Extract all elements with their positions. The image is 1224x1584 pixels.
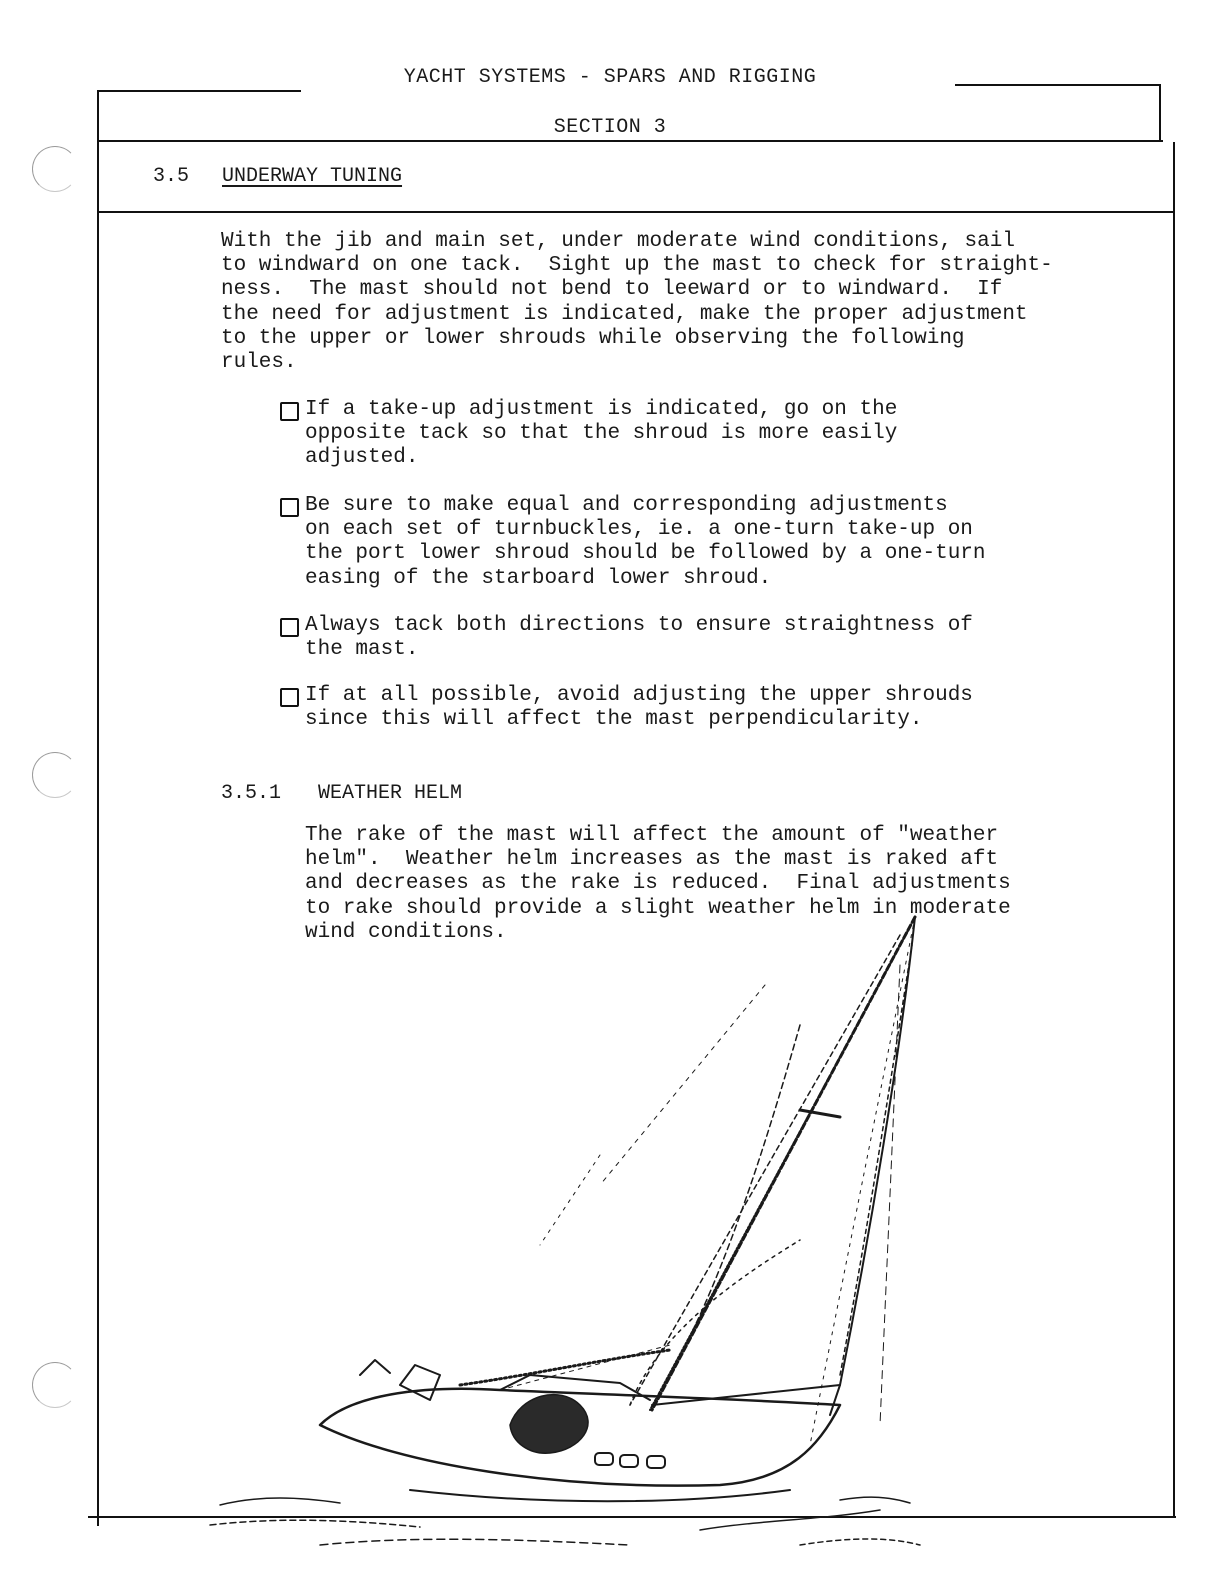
frame-right <box>1159 84 1161 142</box>
binder-hole-top <box>32 146 78 192</box>
section-label: SECTION 3 <box>553 116 667 139</box>
checkbox-icon <box>280 498 299 517</box>
header-rule-right <box>955 84 1161 86</box>
title-rule <box>97 211 1175 213</box>
section-title: UNDERWAY TUNING <box>222 165 403 188</box>
rule-text: Always tack both directions to ensure straightness of the mast. <box>305 614 973 662</box>
rule-text: If a take-up adjustment is indicated, go on the opposite tack so that the shroud is more easily adjusted. <box>305 398 898 470</box>
subsection-number: 3.5.1 <box>221 782 282 805</box>
rule-text: If at all possible, avoid adjusting the upper shrouds since this will affect the mast perpendicularity. <box>305 684 973 732</box>
section-rule <box>97 140 1163 142</box>
checkbox-icon <box>280 402 299 421</box>
section-number: 3.5 <box>153 165 190 188</box>
document-title: YACHT SYSTEMS - SPARS AND RIGGING <box>403 66 817 89</box>
subsection-title: WEATHER HELM <box>318 782 463 805</box>
frame-left <box>97 90 99 1526</box>
intro-paragraph: With the jib and main set, under moderate wind conditions, sail to windward on one tack. Sight up the mast to check for straight- ness. The mast should not bend to leeward or to windward. If the need for adjustment is indicated, make the proper adjustment to the upper or lower shrouds while observing the following rules. <box>221 230 1053 375</box>
rule-text: Be sure to make equal and corresponding adjustments on each set of turnbuckles, ie. a one-turn take-up on the port lower shroud should be followed by a one-turn easing of the starboard lower shroud. <box>305 494 986 590</box>
weather-helm-paragraph: The rake of the mast will affect the amount of "weather helm". Weather helm increases as the mast is raked aft and decreases as the rake is reduced. Final adjustments to rake should provide a slight weather helm in moderate wind conditions. <box>305 824 1011 944</box>
binder-hole-middle <box>32 752 78 798</box>
header-rule-left <box>97 90 301 92</box>
checkbox-icon <box>280 688 299 707</box>
frame-right-lower <box>1173 142 1175 1518</box>
binder-hole-bottom <box>32 1362 78 1408</box>
checkbox-icon <box>280 618 299 637</box>
sailboat-illustration <box>200 905 1100 1565</box>
